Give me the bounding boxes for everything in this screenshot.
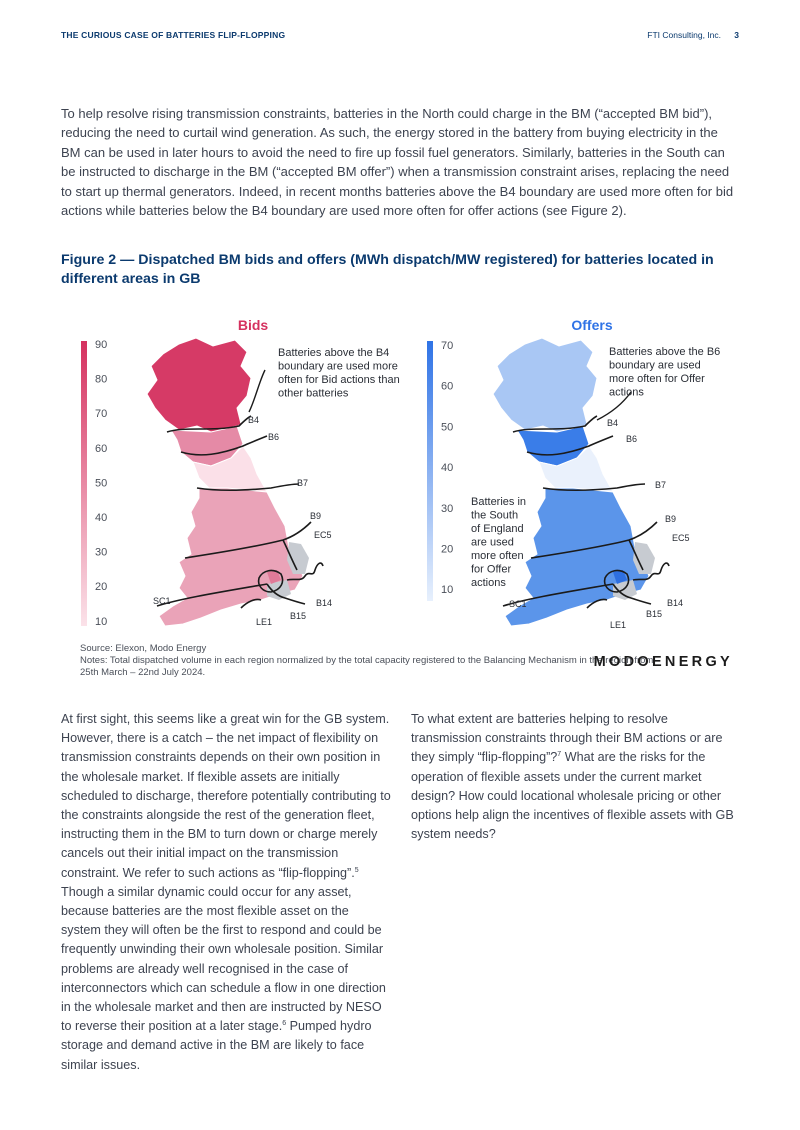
bids-boundary-label-b6: B6	[268, 432, 280, 442]
bids-tick-60: 60	[95, 442, 108, 455]
bids-boundary-label-b7: B7	[297, 478, 309, 488]
bids-tick-90: 90	[95, 339, 108, 351]
figure-notes	[80, 655, 653, 678]
body-right-text-1: To what extent are batteries helping to resolve transmission constraints through their BM actions or are they simply “flip-flopping”?	[411, 712, 723, 765]
bids-tick-80: 80	[95, 373, 108, 386]
offers-annotation-left-line-1: Batteries in	[471, 496, 527, 508]
footnote-ref-7[interactable]: 7	[557, 751, 562, 759]
bids-panel	[81, 317, 400, 628]
bids-tick-10: 10	[95, 615, 108, 628]
bids-tick-50: 50	[95, 477, 108, 490]
offers-annotation-top-line-3: more often for Offer	[609, 373, 705, 385]
body-left-text-2: Though a similar dynamic could occur for any asset, because batteries are the most flexible asset on the system they will often be the first to respond and could be frequently unwinding their own wholesale position. Similar problems are already well recognised in the case of interconnectors which can schedule a flow in one direction in the wholesale market and then are instructed by NESO to reverse their position at a later stage.	[61, 884, 386, 1034]
offers-tick-20: 20	[441, 543, 454, 556]
bids-boundary-label-sc1: SC1	[153, 596, 171, 606]
offers-annotation-top-line-2: boundary are used	[609, 359, 701, 372]
bids-annotation-line-3: often for Bid actions than	[278, 374, 400, 386]
report-title: THE CURIOUS CASE OF BATTERIES FLIP-FLOPPING	[61, 30, 286, 40]
company-name: FTI Consulting, Inc.	[647, 30, 721, 40]
bids-color-scale	[81, 341, 87, 626]
bids-region-england	[159, 488, 303, 626]
offers-boundary-label-le1: LE1	[610, 620, 627, 630]
offers-annotation-top-line-1: Batteries above the B6	[609, 346, 721, 358]
offers-heading: Offers	[571, 317, 613, 333]
figure-graphic	[61, 308, 739, 680]
bids-annotation-line-1: Batteries above the B4	[278, 347, 390, 359]
offers-tick-30: 30	[441, 502, 454, 515]
offers-annotation-top	[609, 346, 720, 399]
offers-region-north-scotland	[493, 338, 597, 432]
figure-notes-line-1: Notes: Total dispatched volume in each region normalized by the total capacity registered to the Balancing Mechanism in the region from	[80, 655, 654, 666]
offers-boundary-label-b14: B14	[667, 598, 684, 608]
bids-annotation-line-4: other batteries	[278, 387, 349, 400]
figure-notes-line-2: 25th March – 22nd July 2024.	[80, 667, 206, 678]
body-column-right	[411, 710, 741, 844]
offers-scale-ticks	[441, 340, 453, 596]
offers-tick-70: 70	[441, 340, 454, 352]
intro-paragraph: To help resolve rising transmission constraints, batteries in the North could charge in the BM (“accepted BM bid”), reducing the need to curtail wind generation. As such, the energy stored in the battery from buying electricity in the BM can be used in later hours to avoid the need to fire up fossil fuel generators. Similarly, batteries in the South can be instructed to discharge in the BM (“accepted BM offer”) when a transmission constraint arises, replacing the need to start up thermal generators. Indeed, in recent months batteries above the B4 boundary are used more often for bid actions while batteries below the B4 boundary are used more often for offer actions (see Figure 2).	[61, 106, 734, 219]
bids-boundary-label-le1: LE1	[256, 617, 273, 627]
bids-tick-30: 30	[95, 546, 108, 559]
offers-annotation-left-line-4: are used	[471, 536, 514, 549]
offers-boundary-label-b7: B7	[655, 480, 667, 490]
offers-tick-10: 10	[441, 584, 454, 597]
offers-annotation-top-line-4: actions	[609, 386, 644, 399]
bids-boundary-label-b4: B4	[248, 415, 260, 425]
page-number: 3	[734, 30, 739, 40]
bids-boundary-label-ec5: EC5	[314, 530, 332, 540]
offers-annotation-left-line-6: for Offer	[471, 563, 512, 576]
bids-tick-70: 70	[95, 408, 108, 421]
bids-tick-40: 40	[95, 512, 108, 524]
offers-tick-50: 50	[441, 421, 454, 434]
bids-annotation	[278, 347, 400, 400]
bids-annotation-line-2: boundary are used more	[278, 360, 398, 373]
bids-boundary-label-b9: B9	[310, 511, 322, 521]
body-left-text-3: Pumped hydro storage and demand active in the BM are likely to face similar issues.	[61, 1019, 372, 1072]
footnote-ref-5[interactable]: 5	[354, 866, 359, 874]
offers-boundary-label-b15: B15	[646, 609, 663, 619]
bids-heading: Bids	[237, 317, 269, 333]
offers-boundary-label-b9: B9	[665, 514, 677, 524]
page-header	[61, 30, 739, 44]
figure-title: Figure 2 — Dispatched BM bids and offers (MWh dispatch/MW registered) for batteries located in different areas in GB	[61, 252, 714, 287]
body-right-text-2: What are the risks for the operation of flexible assets under the current market design? How could locational wholesale pricing or other options help align the incentives of flexible assets with GB system needs?	[411, 750, 734, 842]
offers-annotation-left-line-5: more often	[471, 550, 524, 562]
figure-source: Source: Elexon, Modo Energy	[80, 643, 207, 654]
offers-annotation-left	[471, 496, 526, 589]
footnote-ref-6[interactable]: 6	[282, 1020, 287, 1028]
bids-tick-20: 20	[95, 581, 108, 594]
bids-region-north-scotland	[147, 338, 251, 432]
figure-2	[61, 308, 739, 680]
bids-boundary-label-b14: B14	[316, 598, 333, 608]
modo-energy-logo: MODOENERGY	[593, 654, 733, 670]
offers-annotation-left-line-7: actions	[471, 577, 506, 589]
body-left-text-1: At first sight, this seems like a great win for the GB system. However, there is a catch – the net impact of flexibility on transmission constraints depends on their own position in the wholesale market. If flexible assets are initially scheduled to discharge, therefore potentially contributing to the constraints alongside the rest of the generation fleet, instructing them in the BM to turn down or charge merely cancels out their initial impact on the transmission constraint. We refer to such actions as “flip-flopping”.	[61, 712, 391, 880]
offers-boundary-label-b4: B4	[607, 418, 619, 428]
offers-region-england	[505, 488, 649, 626]
offers-boundary-label-b6: B6	[626, 434, 638, 444]
offers-boundary-label-ec5: EC5	[672, 533, 690, 543]
offers-annotation-left-line-3: of England	[471, 523, 524, 535]
offers-boundary-label-sc1: SC1	[509, 599, 527, 609]
offers-tick-60: 60	[441, 380, 454, 393]
offers-annotation-left-line-2: the South	[471, 509, 519, 522]
body-column-left	[61, 710, 391, 1075]
bids-scale-ticks	[95, 339, 107, 628]
offers-panel	[427, 317, 720, 630]
bids-boundary-label-b15: B15	[290, 611, 307, 621]
offers-tick-40: 40	[441, 462, 454, 475]
offers-color-scale	[427, 341, 433, 601]
